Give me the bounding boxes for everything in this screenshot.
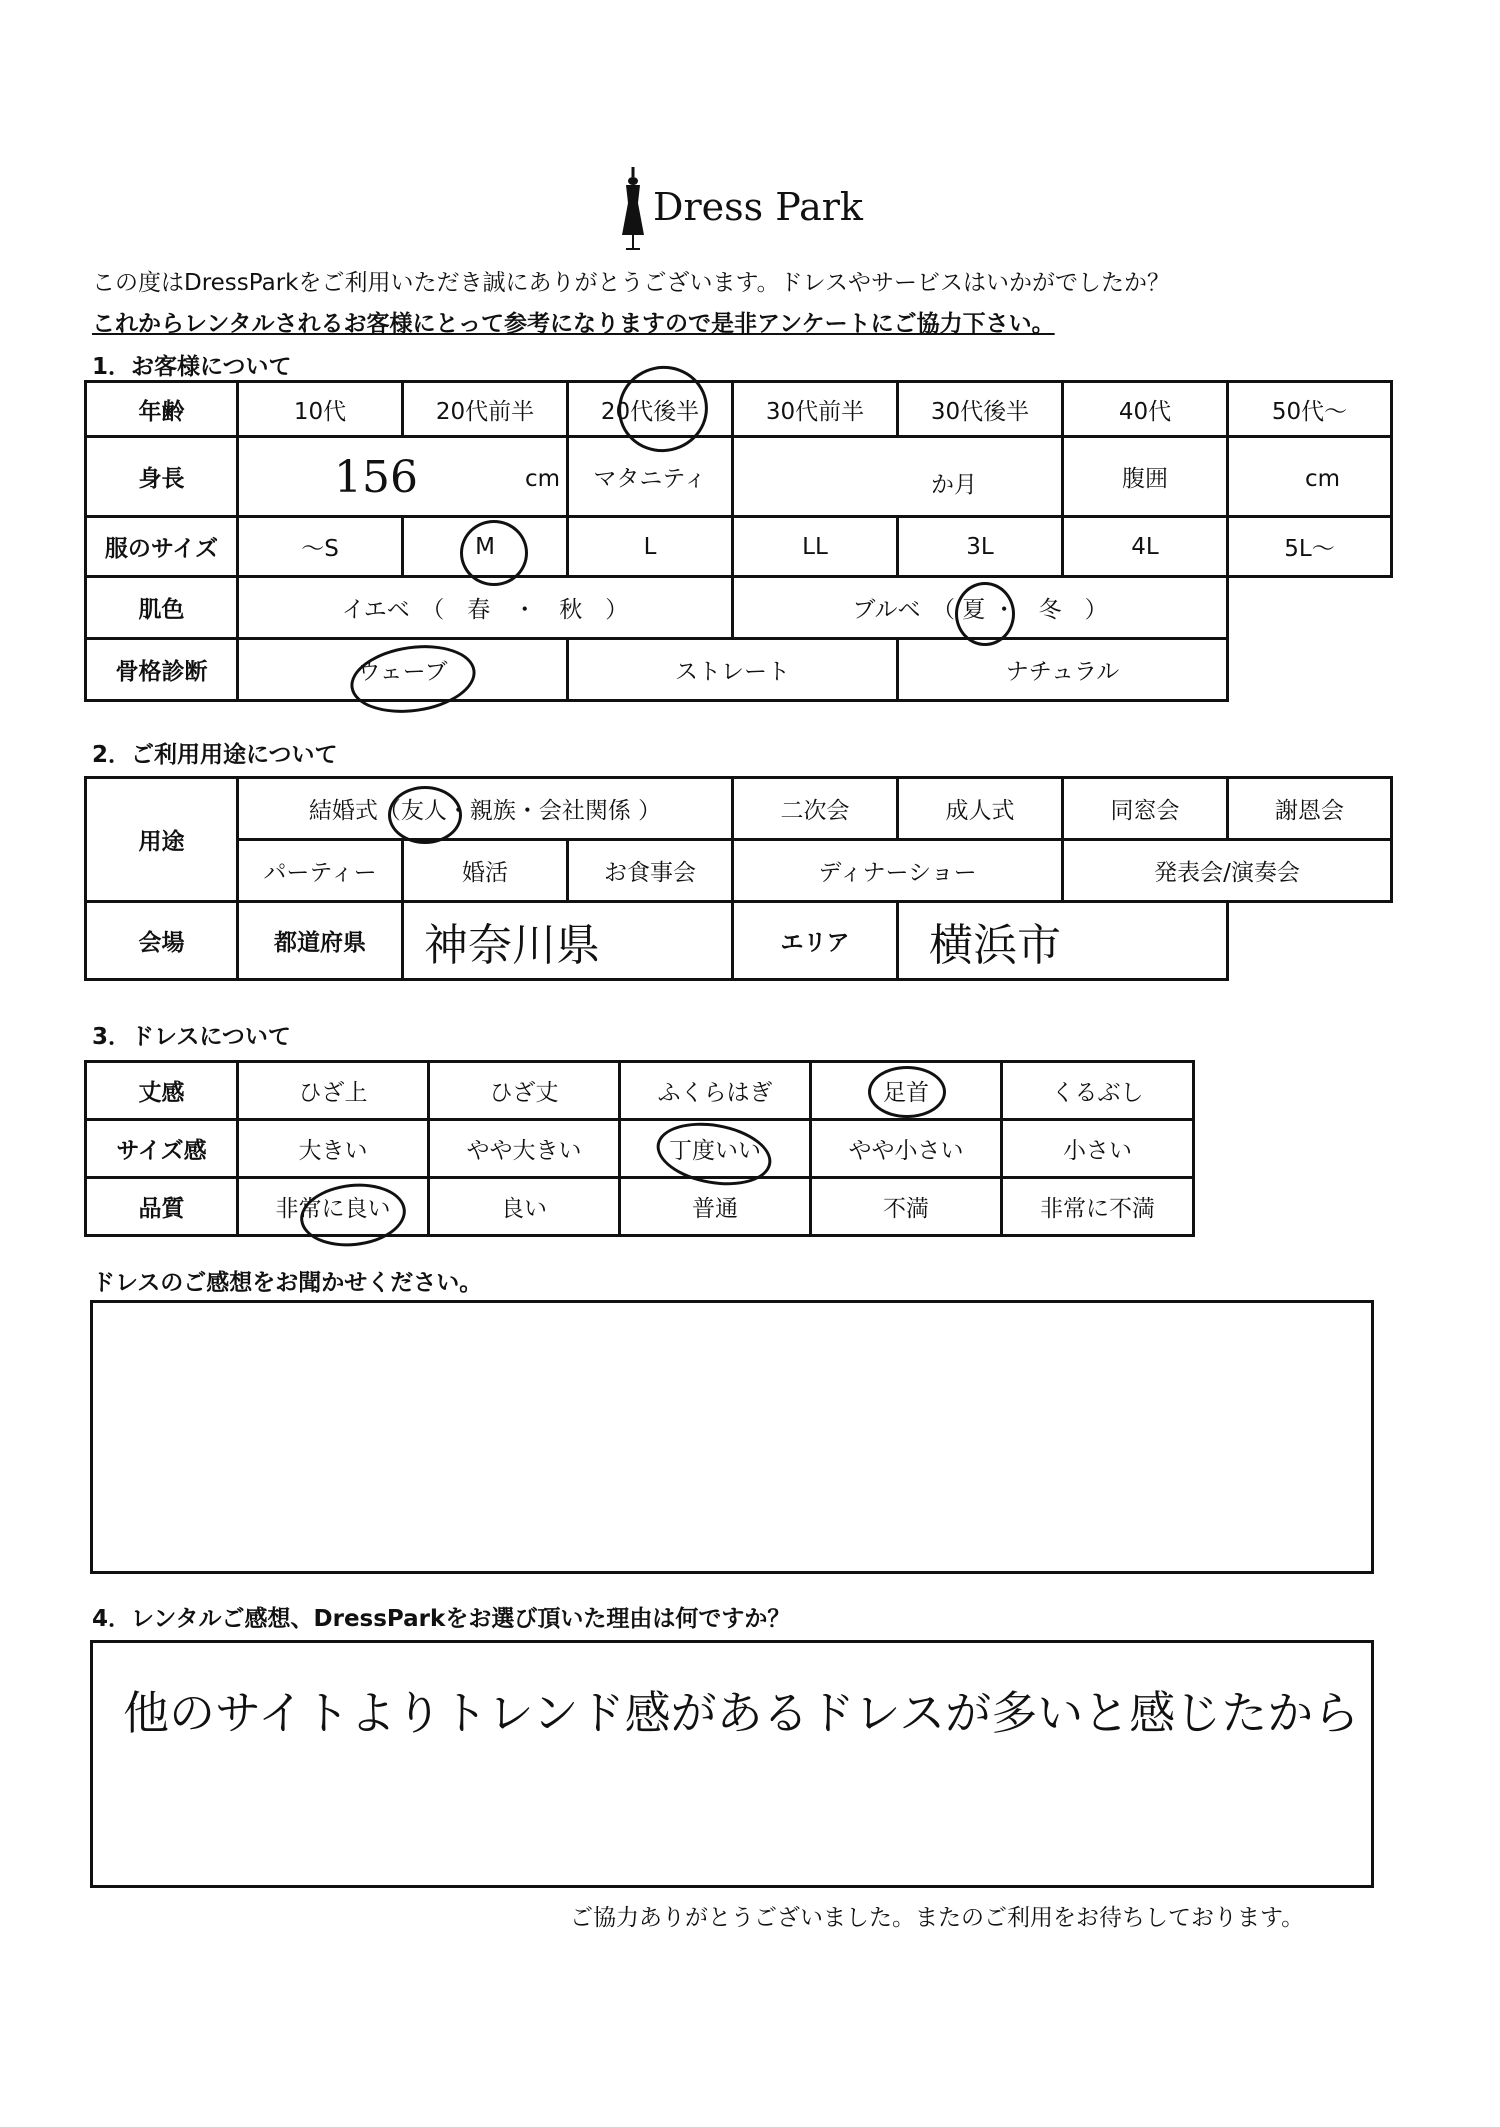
wedding-option[interactable] bbox=[238, 778, 733, 840]
wedding-suffix: ・親族・会社関係 ） bbox=[446, 798, 662, 824]
skin-yellow-option[interactable]: イエベ （ 春 ・ 秋 ） bbox=[238, 577, 733, 639]
size-label: 服のサイズ bbox=[86, 517, 238, 577]
selection-circle bbox=[388, 786, 462, 844]
usage-row-2 bbox=[86, 840, 1392, 902]
usage-option[interactable]: 謝恩会 bbox=[1228, 778, 1392, 840]
size-option[interactable]: L bbox=[568, 517, 733, 577]
frame-label: 骨格診断 bbox=[86, 639, 238, 701]
age-label: 年齢 bbox=[86, 382, 238, 437]
height-value: 156 bbox=[334, 452, 418, 503]
height-unit: cm bbox=[524, 466, 560, 492]
age-option[interactable]: 20代前半 bbox=[403, 382, 568, 437]
size-option[interactable]: 〜S bbox=[238, 517, 403, 577]
usage-option[interactable]: 成人式 bbox=[898, 778, 1063, 840]
logo-text: Dress Park bbox=[653, 185, 863, 229]
frame-row bbox=[86, 639, 1392, 701]
waist-unit: cm bbox=[1304, 466, 1340, 492]
usage-table bbox=[84, 776, 1393, 981]
length-row bbox=[86, 1062, 1194, 1120]
prefecture-label: 都道府県 bbox=[238, 902, 403, 980]
intro-line-1: この度はDressParkをご利用いただき誠にありがとうございます。ドレスやサービスはいかがでしたか？ bbox=[92, 270, 1170, 296]
impression-prompt: ドレスのご感想をお聞かせください。 bbox=[92, 1270, 483, 1296]
quality-option[interactable]: 非常に不満 bbox=[1002, 1178, 1194, 1236]
usage-option[interactable]: 二次会 bbox=[733, 778, 898, 840]
customer-table bbox=[84, 380, 1393, 702]
size-option[interactable]: 3L bbox=[898, 517, 1063, 577]
fit-option-selected[interactable]: 丁度いい bbox=[620, 1120, 811, 1178]
age-selected-label: 20代後半 bbox=[600, 398, 700, 425]
height-label: 身長 bbox=[86, 437, 238, 517]
section2-title: 2．ご利用用途について bbox=[92, 742, 338, 768]
maternity-months-field[interactable] bbox=[733, 437, 1063, 517]
size-selected-label: M bbox=[475, 533, 495, 560]
wedding-prefix: 結婚式（ bbox=[308, 798, 401, 824]
empty-cell bbox=[1228, 639, 1392, 701]
fit-option[interactable]: 小さい bbox=[1002, 1120, 1194, 1178]
usage-option[interactable]: 発表会/演奏会 bbox=[1063, 840, 1392, 902]
age-option[interactable]: 10代 bbox=[238, 382, 403, 437]
area-label: エリア bbox=[733, 902, 898, 980]
reason-answer: 他のサイトよりトレンド感があるドレスが多いと感じたから bbox=[123, 1686, 1360, 1740]
section3-title: 3．ドレスについて bbox=[92, 1024, 291, 1050]
usage-option[interactable]: 婚活 bbox=[403, 840, 568, 902]
dress-table bbox=[84, 1060, 1195, 1237]
usage-option[interactable]: 同窓会 bbox=[1063, 778, 1228, 840]
fit-option[interactable]: やや小さい bbox=[811, 1120, 1002, 1178]
area-field[interactable] bbox=[898, 902, 1228, 980]
skin-blue-summer: 夏 bbox=[962, 597, 986, 623]
skin-blue-prefix: ブルベ （ bbox=[852, 597, 955, 623]
length-label: 丈感 bbox=[86, 1062, 238, 1120]
prefecture-value: 神奈川県 bbox=[424, 919, 600, 971]
length-option[interactable]: くるぶし bbox=[1002, 1062, 1194, 1120]
length-option[interactable]: ひざ上 bbox=[238, 1062, 429, 1120]
frame-option[interactable]: ストレート bbox=[568, 639, 898, 701]
quality-row bbox=[86, 1178, 1194, 1236]
size-option[interactable]: 4L bbox=[1063, 517, 1228, 577]
waist-field[interactable] bbox=[1228, 437, 1392, 517]
length-option-selected[interactable]: 足首 bbox=[811, 1062, 1002, 1120]
fit-row bbox=[86, 1120, 1194, 1178]
reason-box[interactable] bbox=[90, 1640, 1374, 1888]
impression-box[interactable] bbox=[90, 1300, 1374, 1574]
quality-option-selected[interactable]: 非常に良い bbox=[238, 1178, 429, 1236]
venue-row bbox=[86, 902, 1392, 980]
usage-option[interactable]: お食事会 bbox=[568, 840, 733, 902]
fit-option[interactable]: やや大きい bbox=[429, 1120, 620, 1178]
intro-line-2: これからレンタルされるお客様にとって参考になりますので是非アンケートにご協力下さい。 bbox=[92, 311, 1055, 337]
dresspark-logo bbox=[608, 165, 868, 255]
quality-label: 品質 bbox=[86, 1178, 238, 1236]
skin-row bbox=[86, 577, 1392, 639]
age-row bbox=[86, 382, 1392, 437]
empty-cell bbox=[1228, 577, 1392, 639]
selection-circle bbox=[955, 582, 1015, 646]
section4-title: 4．レンタルご感想、DressParkをお選び頂いた理由は何ですか？ bbox=[92, 1606, 791, 1632]
size-option[interactable]: LL bbox=[733, 517, 898, 577]
prefecture-field[interactable] bbox=[403, 902, 733, 980]
skin-label: 肌色 bbox=[86, 577, 238, 639]
usage-option[interactable]: ディナーショー bbox=[733, 840, 1063, 902]
dress-form-icon bbox=[618, 165, 648, 255]
selection-circle bbox=[868, 1066, 946, 1118]
maternity-label: マタニティ bbox=[568, 437, 733, 517]
venue-label: 会場 bbox=[86, 902, 238, 980]
wedding-friend: 友人 bbox=[400, 798, 447, 824]
usage-row-1 bbox=[86, 778, 1392, 840]
age-option[interactable]: 50代〜 bbox=[1228, 382, 1392, 437]
age-option[interactable]: 30代後半 bbox=[898, 382, 1063, 437]
size-row bbox=[86, 517, 1392, 577]
length-option[interactable]: ふくらはぎ bbox=[620, 1062, 811, 1120]
usage-option[interactable]: パーティー bbox=[238, 840, 403, 902]
fit-label: サイズ感 bbox=[86, 1120, 238, 1178]
frame-option[interactable]: ナチュラル bbox=[898, 639, 1228, 701]
usage-label: 用途 bbox=[86, 778, 238, 902]
months-unit: か月 bbox=[931, 472, 977, 498]
height-field[interactable] bbox=[238, 437, 568, 517]
section1-title: 1．お客様について bbox=[92, 354, 292, 380]
skin-blue-suffix: ・ 冬 ） bbox=[992, 597, 1108, 623]
length-option[interactable]: ひざ丈 bbox=[429, 1062, 620, 1120]
quality-option[interactable]: 不満 bbox=[811, 1178, 1002, 1236]
closing-thanks: ご協力ありがとうございました。またのご利用をお待ちしております。 bbox=[570, 1905, 1305, 1931]
size-option[interactable]: 5L〜 bbox=[1228, 517, 1392, 577]
waist-label: 腹囲 bbox=[1063, 437, 1228, 517]
area-value: 横浜市 bbox=[929, 919, 1061, 971]
age-option[interactable]: 40代 bbox=[1063, 382, 1228, 437]
quality-option[interactable]: 良い bbox=[429, 1178, 620, 1236]
age-option[interactable]: 30代前半 bbox=[733, 382, 898, 437]
selection-circle bbox=[460, 520, 528, 586]
frame-option-selected[interactable]: ウェーブ bbox=[238, 639, 568, 701]
quality-option[interactable]: 普通 bbox=[620, 1178, 811, 1236]
empty-cell bbox=[1228, 902, 1392, 980]
height-row bbox=[86, 437, 1392, 517]
fit-option[interactable]: 大きい bbox=[238, 1120, 429, 1178]
